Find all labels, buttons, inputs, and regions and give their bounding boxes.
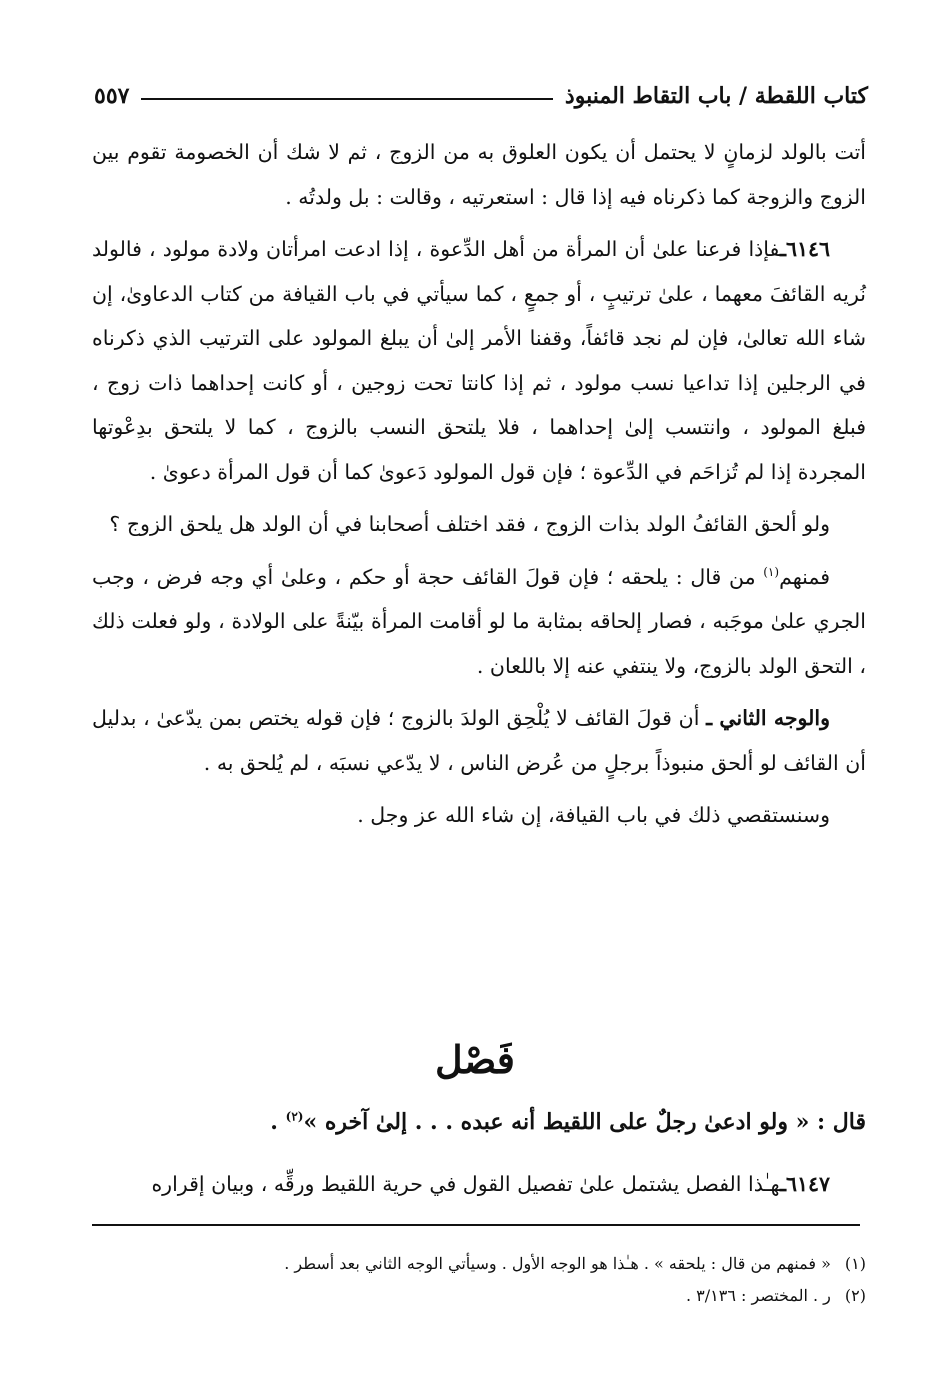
footnote-text: ر . المختصر : ٣/١٣٦ .: [685, 1286, 831, 1305]
header-title: كتاب اللقطة / باب التقاط المنبوذ: [564, 83, 868, 109]
paragraph-number: ٦١٤٦ـ: [779, 237, 830, 261]
running-header: [94, 78, 868, 114]
paragraph-2: [92, 227, 866, 494]
paragraph-5: [92, 696, 866, 785]
quote-text: قال : « ولو ادعىٰ رجلٌ على اللقيط أنه عبده . . . إلىٰ آخره »: [303, 1109, 866, 1135]
paragraph-number: ٦١٤٧ـ: [779, 1172, 830, 1196]
paragraph-3: ولو ألحق القائفُ الولد بذات الزوج ، فقد اختلف أصحابنا في أن الولد هل يلحق الزوج ؟: [109, 512, 830, 536]
paragraph-5-text: أن قولَ القائف لا يُلْحِق الولدَ بالزوج ؛ فإن قوله يختص بمن يدّعىٰ ، بدليل أن القائف لو ألحق منبوذاً برجلٍ من عُرض الناس ، لا يدّعي نسبَه ، لم يُلحق به .: [92, 706, 866, 775]
header-rule: [141, 98, 552, 100]
quote-end: .: [270, 1109, 286, 1135]
paragraph-7: [92, 1162, 866, 1206]
body-text: [92, 130, 866, 838]
footnotes: [92, 1248, 866, 1312]
footnote-ref-2: (٢): [285, 1109, 304, 1124]
section-quote: [92, 1100, 866, 1144]
paragraph-5-lead: والوجه الثاني ـ: [706, 706, 830, 730]
page-number: ٥٥٧: [94, 83, 130, 109]
paragraph-4-lead: فمنهم: [779, 564, 830, 589]
footnote-rule: [92, 1224, 860, 1226]
section-heading: فَصْل: [435, 1037, 515, 1082]
footnote-mark: (٢): [844, 1286, 866, 1305]
paragraph-4: [92, 555, 866, 689]
paragraph-1: أتت بالولد لزمانٍ لا يحتمل أن يكون العلوق به من الزوج ، ثم لا شك أن الخصومة تقوم بين الزوج والزوجة كما ذكرناه فيه إذا قال : استعرتيه ، وقالت : بل ولدتُه .: [92, 140, 866, 209]
paragraph-2-text: فإذا فرعنا علىٰ أن المرأة من أهل الدِّعوة ، إذا ادعت امرأتان ولادة مولود ، فالولد نُريه القائفَ معهما ، علىٰ ترتيبٍ ، أو جمعٍ ، كما سيأتي في باب القيافة من كتاب الدعاوىٰ، إن شاء الله تعالىٰ، فإن لم نجد قائفاً، وقفنا الأمر إلىٰ أن يبلغ المولود على الترتيب الذي ذكرناه في الرجلين إذا تداعيا نسب مولود ، ثم إذا كانتا تحت زوجين ، أو كانت إحداهما ذات زوج ، فبلغ المولود ، وانتسب إلىٰ إحداهما ، فلا يلتحق النسب بالزوج ، كما لا يلتحق بدِعْوتها المجردة إذا لم تُزاحَم في الدِّعوة ؛ فإن قول المولود دَعوىٰ كما أن قول المرأة دعوىٰ .: [92, 237, 866, 484]
footnote-text: « فمنهم من قال : يلحقه » . هـٰذا هو الوجه الأول . وسيأتي الوجه الثاني بعد أسطر .: [284, 1254, 831, 1273]
paragraph-4-text: من قال : يلحقه ؛ فإن قولَ القائف حجة أو حكم ، وعلىٰ أي وجه فرض ، وجب الجري علىٰ موجَبه ، فصار إلحاقه بمثابة ما لو أقامت المرأة بيّنةً على الولادة ، ولو فعلت ذلك ، التحق الولد بالزوج، ولا ينتفي عنه إلا باللعان .: [92, 564, 866, 678]
paragraph-6: وسنستقصي ذلك في باب القيافة، إن شاء الله عز وجل .: [357, 803, 830, 827]
footnote-1: [92, 1248, 866, 1280]
footnote-ref-1: (١): [763, 564, 780, 579]
footnote-mark: (١): [844, 1254, 866, 1273]
paragraph-7-text: هـٰذا الفصل يشتمل علىٰ تفصيل القول في حرية اللقيط ورقِّه ، وبيان إقراره: [151, 1172, 780, 1196]
footnote-2: [92, 1280, 866, 1312]
